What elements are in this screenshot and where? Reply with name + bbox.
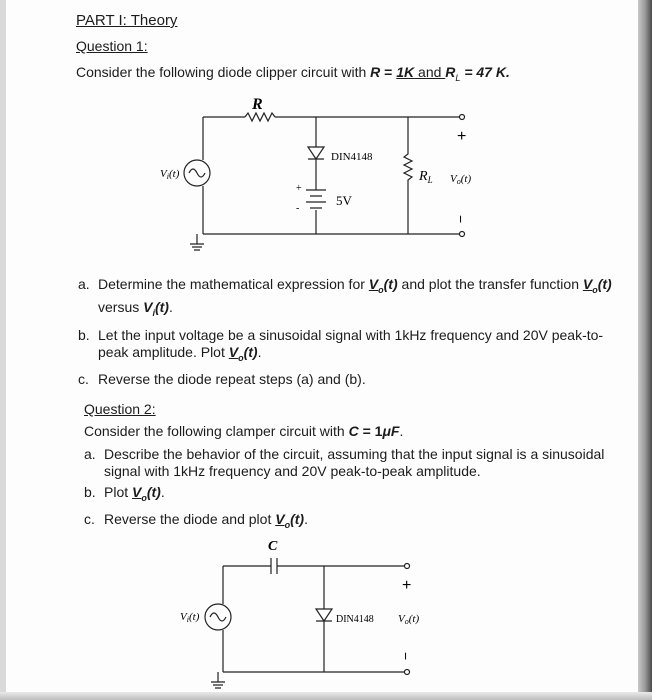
task-text: Let the input voltage be a sinusoidal signal with 1kHz frequency and 20V peak-to- [98, 326, 604, 343]
page-edge-right [638, 0, 652, 700]
diode-label: DIN4148 [336, 614, 374, 625]
capacitor-label: C [268, 539, 278, 554]
c-equals: = 1 [358, 423, 383, 439]
question1-tasks [78, 276, 618, 393]
output-label: Vo(t) [450, 173, 472, 186]
question1-intro [76, 64, 510, 87]
diode-symbol [308, 147, 324, 159]
vo-sub: o [284, 519, 291, 530]
vo-symbol: V [228, 343, 239, 360]
page-edge-left [0, 0, 6, 700]
resistor-label: R [252, 96, 263, 113]
task-text: Plot [104, 484, 133, 500]
sine-icon [189, 169, 205, 177]
output-label: Vo(t) [398, 613, 420, 626]
vo-arg: (t) [597, 276, 612, 292]
intro-text: . [399, 423, 404, 439]
vo-arg: (t) [146, 484, 161, 500]
task-text: and plot the transfer function [397, 276, 583, 292]
output-plus: + [402, 577, 412, 594]
load-label: $R_L$ [419, 169, 433, 185]
task-text: Reverse the diode repeat steps (a) and (b). [98, 371, 366, 388]
r-equals: = [380, 64, 397, 80]
task-1b [78, 327, 618, 367]
question1-heading: Question 1: [76, 38, 148, 54]
vo-arg: (t) [243, 343, 258, 360]
vi-sub: i [152, 307, 155, 318]
c-symbol: C [348, 423, 359, 439]
vo-sub: o [378, 284, 384, 295]
battery-label: 5V [336, 193, 352, 208]
output-terminal-top [405, 564, 410, 569]
part-title: PART I: Theory [76, 12, 178, 29]
vo-sub: o [141, 492, 147, 503]
battery-plus: + [296, 183, 302, 194]
task-1a [78, 276, 618, 322]
r-value: 1K [396, 64, 415, 80]
clipper-circuit-diagram [140, 88, 480, 258]
task-text: Determine the mathematical expression for [98, 276, 369, 292]
ground-symbol [211, 682, 225, 688]
task-marker: c. [78, 371, 89, 388]
task-marker: a. [84, 446, 96, 462]
output-terminal-bottom [460, 232, 465, 237]
task-marker: a. [78, 276, 90, 292]
vo-sub: o [592, 284, 598, 295]
vo-arg: (t) [383, 276, 398, 292]
rl-value: = 47 K. [460, 64, 510, 80]
task-text: . [160, 484, 165, 500]
task-1c [78, 371, 618, 388]
vo-symbol: V [582, 276, 593, 292]
task-marker: b. [78, 326, 90, 343]
load-resistor [404, 117, 412, 234]
task-text: . [257, 343, 262, 360]
vo-sub: o [238, 352, 244, 363]
task-text: . [168, 298, 173, 315]
intro-text: Consider the following diode clipper circuit with [76, 64, 371, 80]
diode-symbol [316, 609, 332, 621]
task-text: versus [98, 298, 144, 315]
resistor-r [245, 113, 275, 121]
output-minus: − [453, 215, 469, 224]
output-plus: + [457, 128, 467, 145]
page-edge-bottom [0, 692, 652, 700]
question2-heading: Question 2: [84, 401, 156, 417]
vo-symbol: V [132, 484, 142, 500]
sine-icon [210, 613, 226, 621]
source-label: Vi(t) [180, 611, 200, 624]
question2-intro [84, 423, 403, 440]
battery-minus: - [296, 203, 300, 214]
c-unit: μF [382, 423, 400, 439]
vi-symbol: V [143, 298, 153, 315]
and-text: and [414, 64, 446, 80]
task-text: Describe the behavior of the circuit, assuming that the input signal is a sinusoidal [104, 446, 605, 462]
rl-subscript: L [455, 72, 461, 83]
r-symbol: R [370, 64, 381, 80]
output-terminal-bottom [405, 670, 410, 675]
intro-text: Consider the following clamper circuit with [84, 423, 349, 439]
vi-arg: (t) [154, 298, 169, 315]
capacitor-c [271, 558, 277, 574]
question2-tasks [84, 446, 624, 538]
output-minus: − [398, 652, 414, 661]
task-marker: c. [84, 510, 95, 527]
vo-symbol: V [368, 276, 379, 292]
task-2a [84, 446, 624, 480]
task-2b [84, 484, 624, 507]
output-terminal-top [460, 115, 465, 120]
diode-label: DIN4148 [331, 151, 373, 163]
task-text: peak amplitude. Plot [98, 343, 229, 360]
task-text: Reverse the diode and plot [104, 510, 276, 527]
task-marker: b. [84, 484, 96, 500]
task-text: . [304, 510, 308, 527]
vo-symbol: V [275, 510, 285, 527]
battery-symbol [306, 190, 326, 208]
vo-arg: (t) [290, 510, 305, 527]
task-text: signal with 1kHz frequency and 20V peak-to-peak amplitude. [104, 463, 481, 479]
source-label: Vi(t) [160, 168, 180, 181]
ground-symbol [190, 244, 204, 250]
clamper-circuit-diagram [160, 530, 460, 692]
rl-symbol: R [445, 64, 456, 80]
